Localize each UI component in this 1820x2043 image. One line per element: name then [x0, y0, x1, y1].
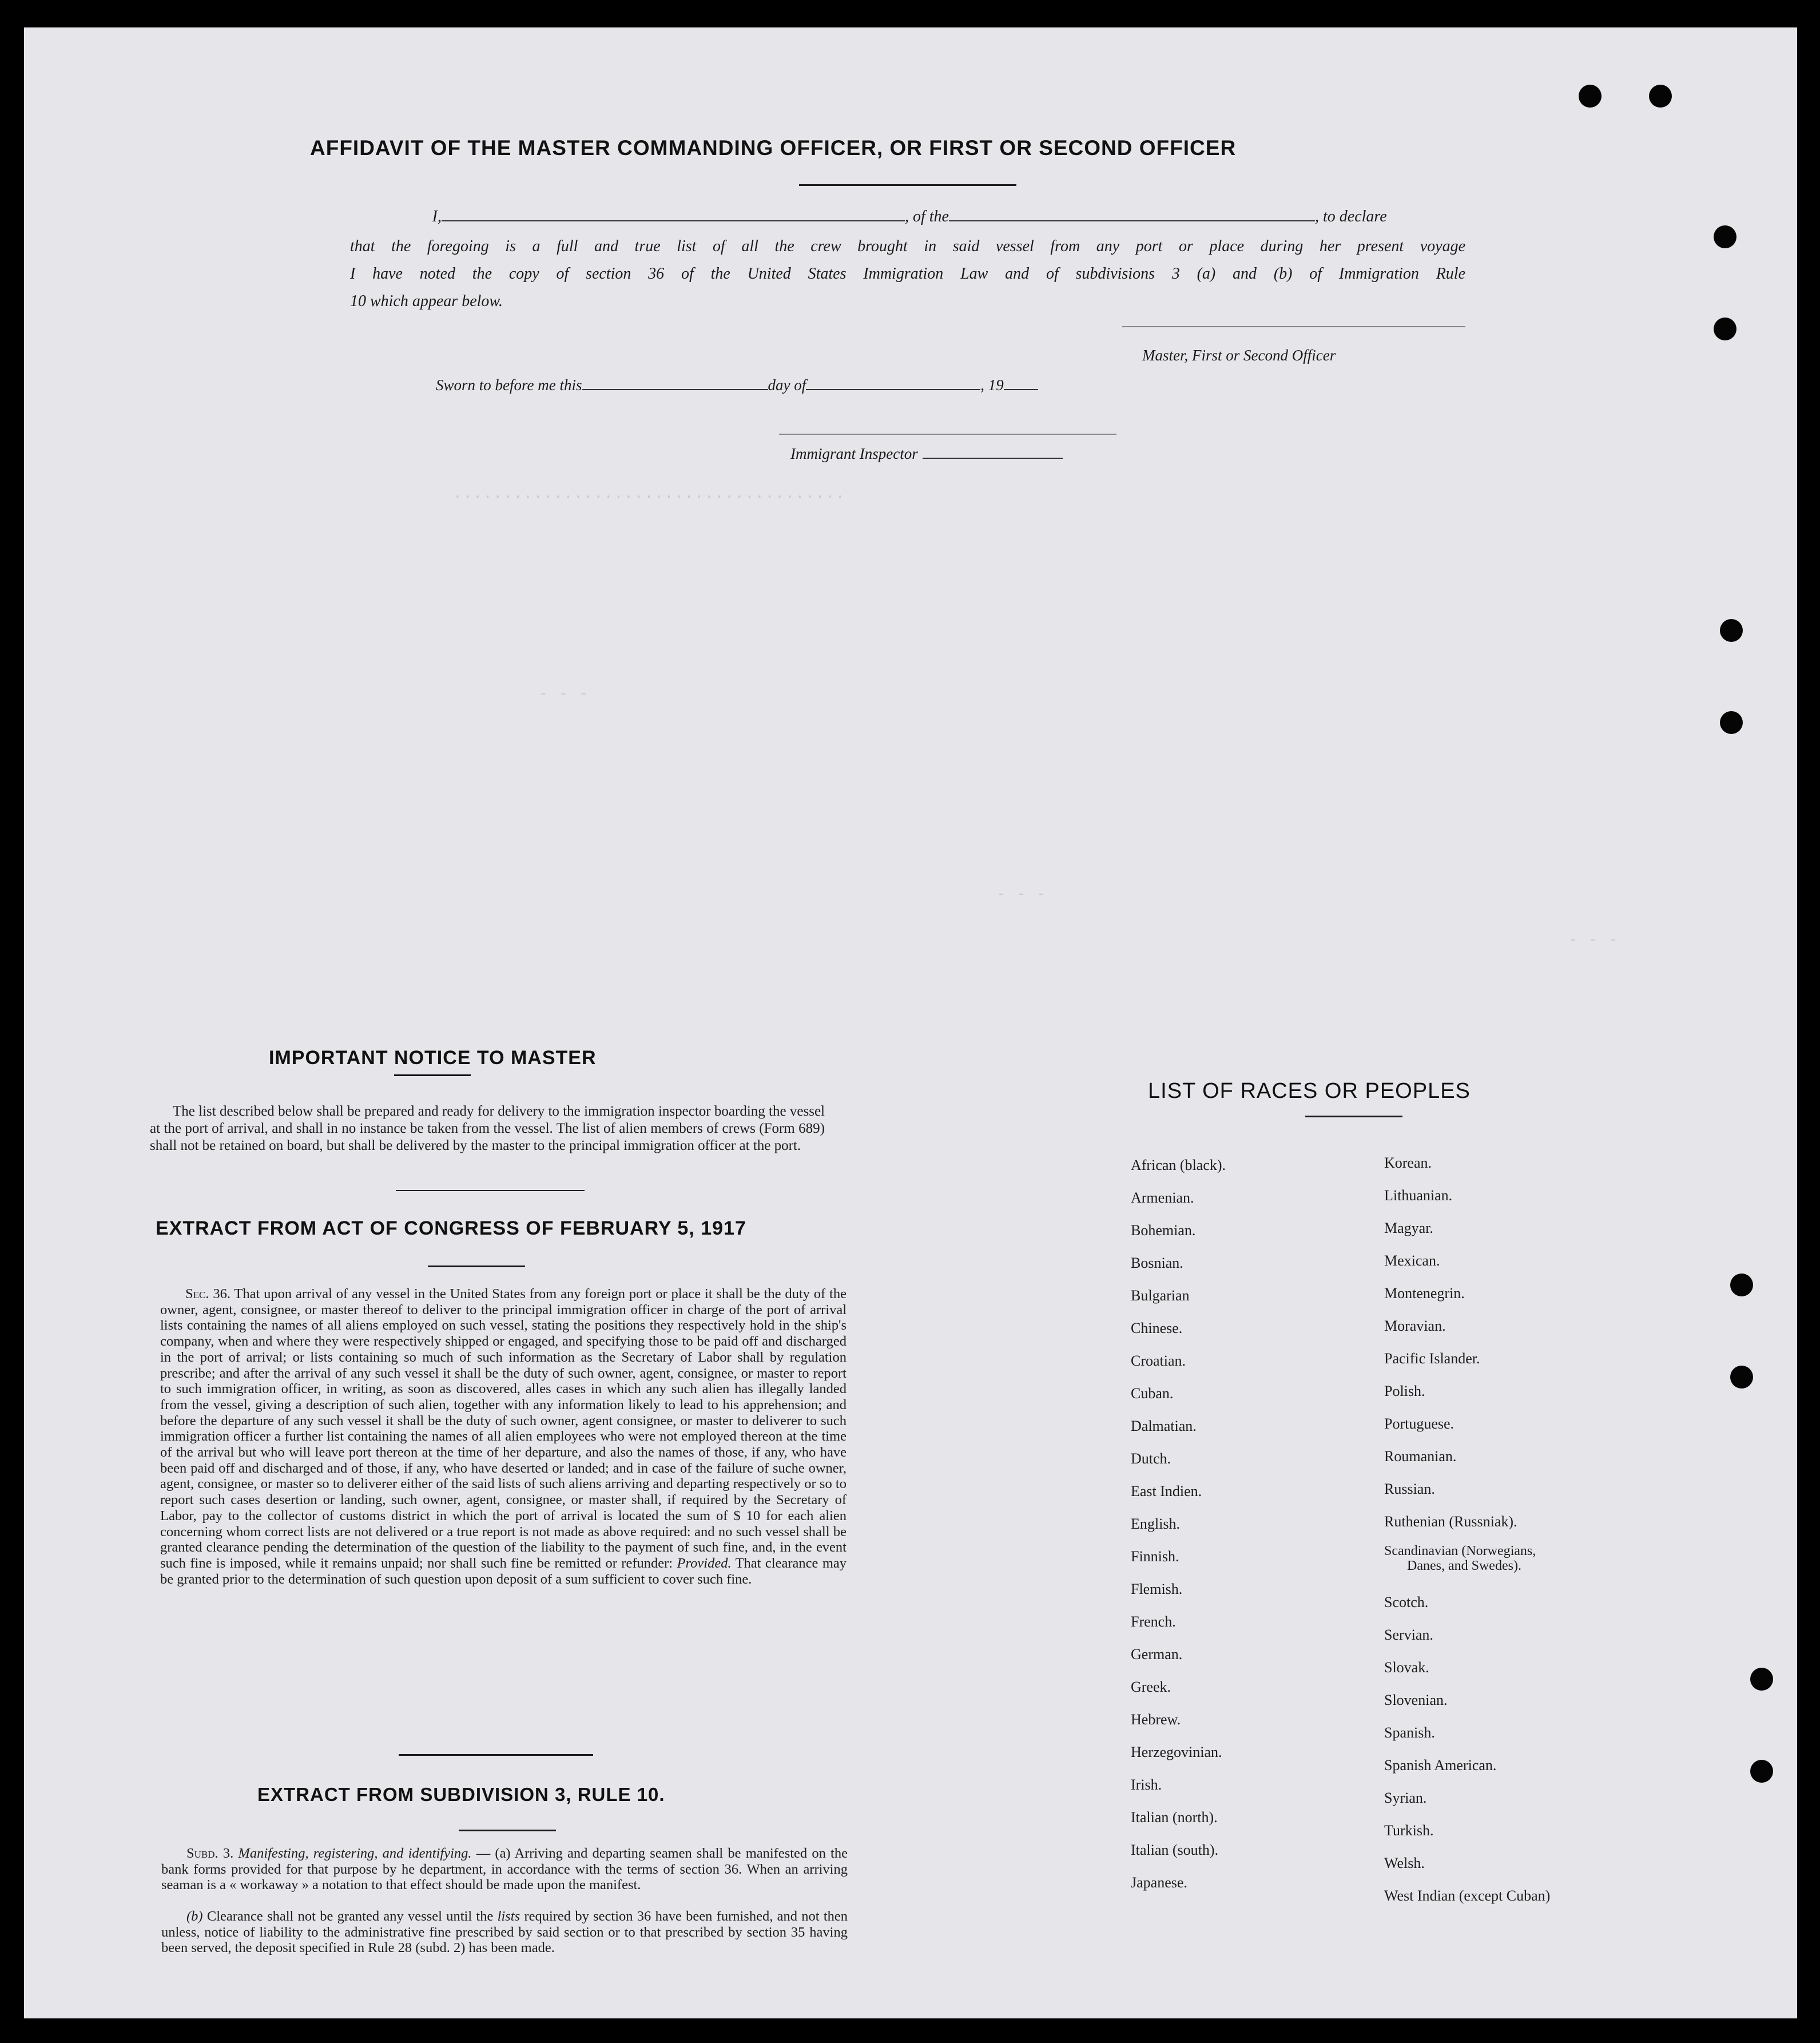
- name-blank: [442, 220, 905, 221]
- race-item: Portuguese.: [1384, 1415, 1455, 1432]
- race-item: Hebrew.: [1131, 1711, 1181, 1728]
- race-item: Mexican.: [1384, 1252, 1440, 1269]
- sworn-before: Sworn to before me this: [436, 376, 582, 394]
- sworn-year-blank: [1004, 389, 1038, 390]
- affidavit-line-2: that the foregoing is a full and true list of all the crew brought in said vessel from any port or place during her present voyage: [350, 237, 1465, 255]
- binder-hole: [1714, 225, 1736, 248]
- race-item: Pacific Islander.: [1384, 1350, 1480, 1367]
- race-item: Herzegovinian.: [1131, 1744, 1222, 1760]
- race-item: Ruthenian (Russniak).: [1384, 1513, 1517, 1530]
- affidavit-line-3: I have noted the copy of section 36 of the United States Immigration Law and of subdivisions 3 (a) and (b) of Immigration Rule: [350, 265, 1465, 283]
- race-item: Bulgarian: [1131, 1287, 1190, 1304]
- sworn-day-blank: [582, 389, 768, 390]
- act-section-text: That upon arrival of any vessel in the United States from any foreign port or place it shall be the duty of the owner, agent, consignee, or master thereof to deliver to the principal immigration officer in charge of the port of arrival lists containing the names of all aliens employed on such vessel, stating the positions they respectively hold in the ship's company, when and where they were respectively shipped or engaged, and specifying those to be paid off and discharged in the port of arrival; or lists containing so much of such information as the Secretary of Labor shall by regulation prescribe; and after the arrival of any such vessel it shall be the duty of such owner, agent, consignee, or master to report to such immigration officer, in writing, as soon as discovered, alles cases in which any such alien has illegally landed from the vessel, giving a description of such alien, together with any information likely to lead to his apprehension; and before the departure of any such vessel it shall be the duty of such owner, agent consignee, or master to deliverer to such immigration officer a further list containing the names of all alien employees who were not employed thereon at the time of the arrival but who will leave port thereon at the time of her departure, and also the names of those, if any, who have been paid off and discharged and of those, if any, who have deserted or landed; and in case of the failure of suche owner, agent, consignee, or master so to deliverer either of the said lists of such aliens arriving and departing respectively or so to report such cases desertion or landing, such owner, agent, consignee, or master shall, if required by the Secretary of Labor, pay to the collector of customs district in which the port of arrival is located the sum of $ 10 for each alien concerning whom correct lists are not delivered or a true report is not made as above required: and no such vessel shall be granted clearance pending the determination of the question of the liability to the payment of such fine, and, in the event such fine is imposed, while it remains unpaid; nor shall such fine be remitted or refunder:: [160, 1286, 847, 1571]
- sworn-month-blank: [806, 389, 980, 390]
- race-item: Lithuanian.: [1384, 1187, 1453, 1204]
- race-item: Flemish.: [1131, 1581, 1183, 1597]
- inspector-label: Immigrant Inspector: [790, 445, 918, 462]
- race-item: English.: [1131, 1516, 1180, 1532]
- sworn-line: [436, 376, 1038, 394]
- race-item: Spanish.: [1384, 1724, 1435, 1741]
- rule-part-a-text: Arriving and departing seamen shall be manifested on the bank forms provided for that purpose by he department, in accordance with the terms of section 36. When an arriving seaman is a « workaway » a notation to that effect should be made upon the manifest.: [161, 1846, 848, 1893]
- race-item: Italian (north).: [1131, 1809, 1218, 1826]
- affidavit-line-1: [344, 208, 1465, 226]
- race-item-scandinavian: [1384, 1538, 1550, 1586]
- race-item: Irish.: [1131, 1776, 1162, 1793]
- act-section-tail: That clearance may be granted prior to the determination of such question upon deposit of a sum sufficient to cover such fine.: [160, 1555, 847, 1587]
- rule-part-a-label: — (a): [476, 1846, 511, 1861]
- binder-hole: [1730, 1366, 1753, 1389]
- master-signature-label: Master, First or Second Officer: [1142, 347, 1336, 364]
- inspector-line: [790, 445, 1063, 463]
- binder-hole: [1714, 318, 1736, 340]
- races-title-underline: [1305, 1116, 1402, 1117]
- section-divider: [399, 1754, 593, 1756]
- show-through-text: - - -: [996, 886, 1047, 903]
- race-item: East Indien.: [1131, 1483, 1202, 1499]
- race-item: Montenegrin.: [1384, 1285, 1465, 1302]
- race-item: Greek.: [1131, 1679, 1171, 1695]
- race-item: Syrian.: [1384, 1790, 1427, 1806]
- rule-subd-title: Manifesting, registering, and identifying.: [238, 1846, 472, 1861]
- race-item: German.: [1131, 1646, 1183, 1663]
- race-item: Magyar.: [1384, 1220, 1433, 1236]
- rule-subd-label: Subd. 3.: [186, 1846, 234, 1861]
- affidavit-of-the: , of the: [905, 208, 949, 225]
- race-item: Bohemian.: [1131, 1222, 1196, 1239]
- race-item: Bosnian.: [1131, 1255, 1183, 1271]
- race-item: Polish.: [1384, 1383, 1425, 1399]
- race-item: French.: [1131, 1613, 1176, 1630]
- race-item: Turkish.: [1384, 1822, 1434, 1839]
- act-section-label: Sec. 36.: [185, 1286, 231, 1302]
- races-left-column: [1131, 1149, 1226, 1899]
- rule-part-b-label: (b): [186, 1909, 203, 1924]
- show-through-text: - - -: [539, 685, 590, 703]
- race-item: Welsh.: [1384, 1855, 1425, 1871]
- race-scandinavian-line-1: Scandinavian (Norwegians,: [1384, 1544, 1536, 1558]
- notice-body: The list described below shall be prepared and ready for delivery to the immigration inspector boarding the vessel at the port of arrival, and shall in no instance be taken from the vessel. The list of alien members of crews (Form 689) shall not be retained on board, but shall be delivered by the master to the principal immigration officer at the port.: [150, 1104, 825, 1153]
- notice-title: [269, 1047, 597, 1069]
- affidavit-i: I,: [432, 208, 442, 225]
- race-scandinavian-line-2: Danes, and Swedes).: [1407, 1558, 1521, 1573]
- show-through-text: .......................................: [453, 485, 846, 502]
- rule-extract-title: EXTRACT FROM SUBDIVISION 3, RULE 10.: [257, 1784, 665, 1805]
- race-item: West Indian (except Cuban): [1384, 1887, 1551, 1904]
- document-page: [24, 27, 1797, 2018]
- show-through-text: - - -: [1568, 931, 1619, 949]
- binder-hole: [1750, 1668, 1773, 1691]
- races-right-column: [1384, 1147, 1550, 1912]
- race-item: Roumanian.: [1384, 1448, 1457, 1465]
- race-item: Croatian.: [1131, 1352, 1186, 1369]
- race-item: Slovenian.: [1384, 1692, 1448, 1708]
- race-item: Dalmatian.: [1131, 1418, 1197, 1434]
- rule-extract-part-b: [161, 1909, 848, 1956]
- notice-title-part-3: TO MASTER: [471, 1047, 597, 1069]
- race-item: Korean.: [1384, 1155, 1432, 1171]
- binder-hole: [1720, 619, 1743, 642]
- notice-title-emphasis: NOTICE: [394, 1047, 471, 1076]
- binder-hole: [1750, 1760, 1773, 1783]
- rule-part-b-lists: lists: [497, 1909, 520, 1924]
- races-title: LIST OF RACES OR PEOPLES: [1148, 1079, 1471, 1103]
- race-item: Russian.: [1384, 1481, 1435, 1497]
- binder-hole: [1720, 711, 1743, 734]
- inspector-blank: [923, 458, 1063, 459]
- race-item: Cuban.: [1131, 1385, 1174, 1402]
- notice-title-part-1: IMPORTANT: [269, 1047, 395, 1069]
- title-underline: [799, 184, 1016, 186]
- race-item: Chinese.: [1131, 1320, 1183, 1336]
- binder-hole: [1649, 85, 1672, 108]
- sworn-year: , 19: [980, 376, 1004, 394]
- race-item: Dutch.: [1131, 1450, 1171, 1467]
- act-provided: Provided.: [677, 1555, 732, 1571]
- race-item: Moravian.: [1384, 1318, 1446, 1334]
- race-item: Italian (south).: [1131, 1842, 1219, 1858]
- affidavit-line-4: 10 which appear below.: [350, 292, 503, 310]
- section-divider: [396, 1190, 585, 1191]
- rule-part-b-text-1: Clearance shall not be granted any vessel until the: [206, 1909, 494, 1924]
- race-item: Slovak.: [1384, 1659, 1429, 1676]
- act-title-underline: [428, 1266, 525, 1267]
- rule-extract-part-a: [161, 1846, 848, 1893]
- master-signature-line: [1122, 326, 1465, 327]
- sworn-day-of: day of: [768, 376, 806, 394]
- race-item: Spanish American.: [1384, 1757, 1497, 1774]
- act-extract-title: EXTRACT FROM ACT OF CONGRESS OF FEBRUARY 5, 1917: [156, 1217, 746, 1239]
- affidavit-to-declare: , to declare: [1315, 208, 1387, 225]
- race-item: Japanese.: [1131, 1874, 1187, 1891]
- race-item: Armenian.: [1131, 1189, 1194, 1206]
- inspector-signature-line: [779, 434, 1116, 435]
- race-item: Servian.: [1384, 1627, 1433, 1643]
- act-extract-body: [160, 1286, 847, 1587]
- binder-hole: [1730, 1274, 1753, 1296]
- vessel-blank: [949, 220, 1315, 221]
- race-item: Finnish.: [1131, 1548, 1179, 1565]
- rule-part-b-text-2: required by section 36 have been furnished, and not then unless, notice of liability to the administrative fine prescribed by said section or to that prescribed by section 35 having been served, the deposit specified in Rule 28 (subd. 2) has been made.: [161, 1909, 848, 1955]
- race-item: Scotch.: [1384, 1594, 1429, 1610]
- rule-title-underline: [459, 1830, 556, 1831]
- race-item: African (black).: [1131, 1157, 1226, 1173]
- affidavit-title: AFFIDAVIT OF THE MASTER COMMANDING OFFICER, OR FIRST OR SECOND OFFICER: [310, 136, 1237, 160]
- binder-hole: [1579, 85, 1602, 108]
